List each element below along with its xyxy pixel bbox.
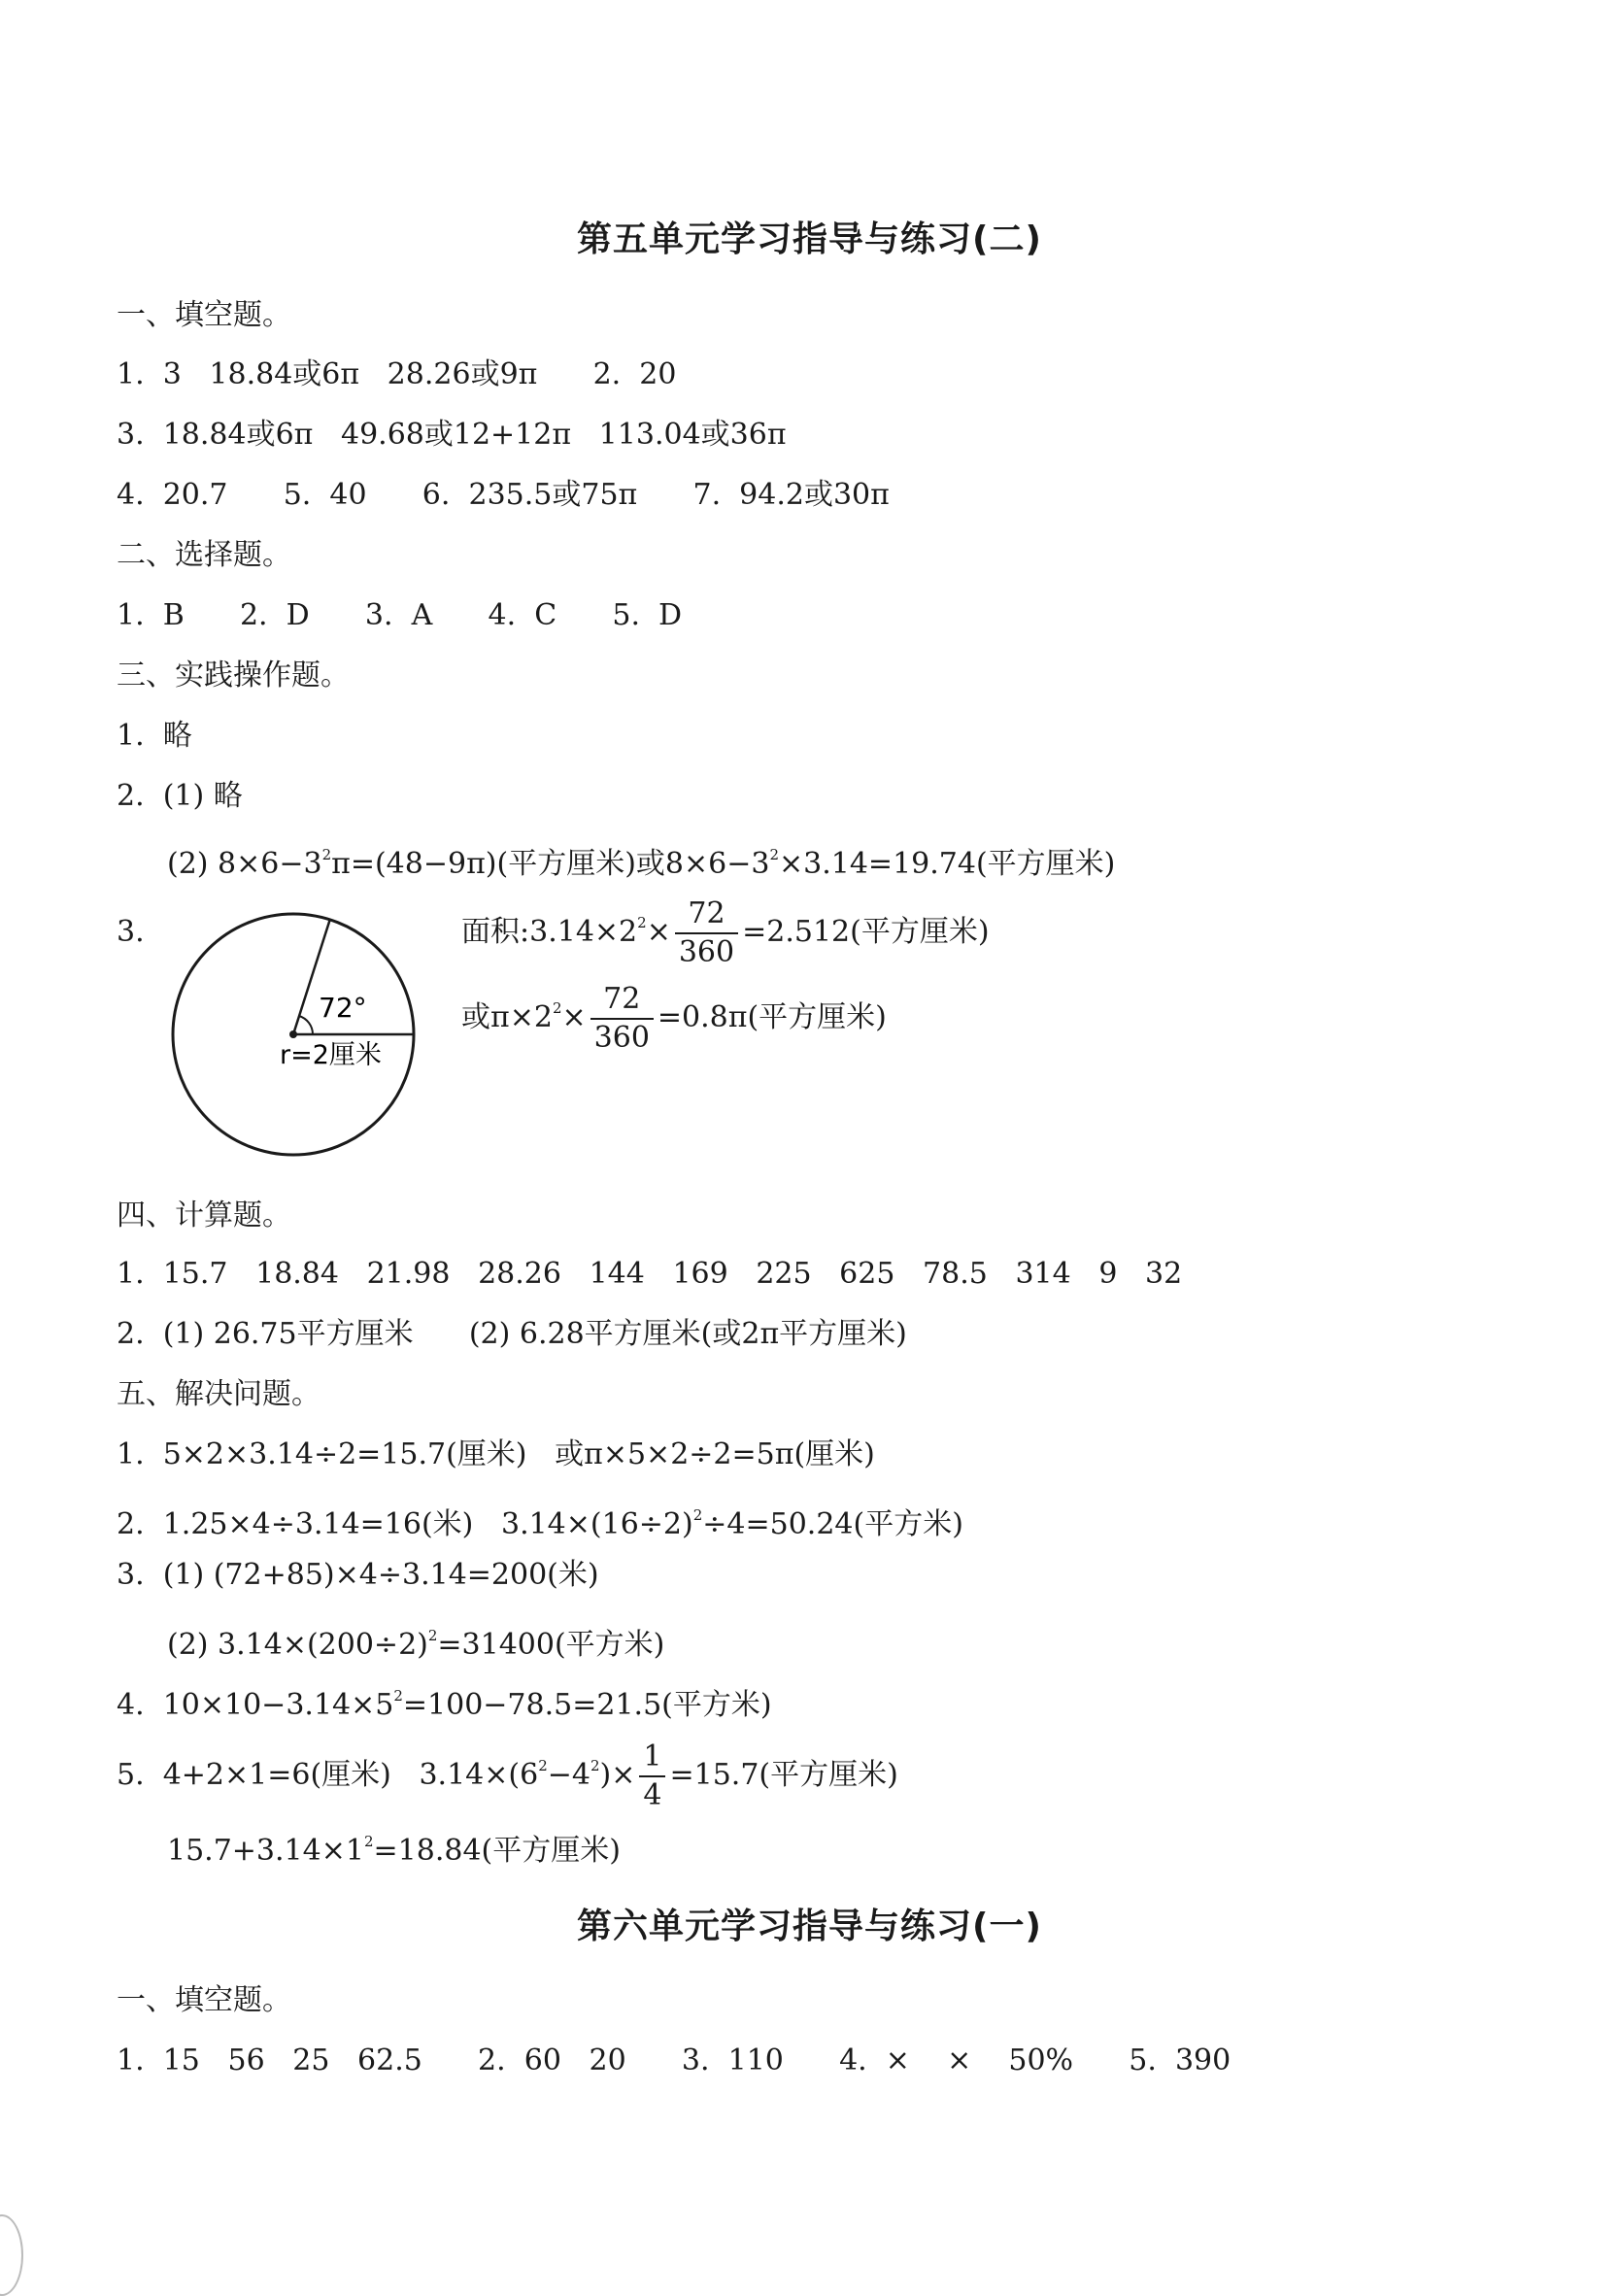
- answer-line: [117, 1676, 772, 1725]
- exponent: 2: [538, 1757, 548, 1774]
- angle-label: 72°: [319, 992, 367, 1024]
- answer-line: [167, 1822, 621, 1871]
- numerator: 72: [590, 981, 654, 1020]
- denominator: 360: [593, 1021, 650, 1055]
- answer-line: [117, 1496, 963, 1544]
- answer-line: 2. (1) 略: [117, 779, 243, 813]
- exponent: 2: [692, 1506, 703, 1524]
- sector-circle-diagram: [165, 908, 437, 1180]
- page-corner-mark: [0, 2214, 23, 2296]
- expr-part: 2. 1.25×4÷3.14=16(米) 3.14×(16÷2): [117, 1507, 693, 1541]
- answer-line: 4. 20.7 5. 40 6. 235.5或75π 7. 94.2或30π: [117, 478, 890, 512]
- exponent: 2: [321, 846, 332, 863]
- section-heading: 四、计算题。: [117, 1199, 291, 1232]
- expr-part: =0.8π(平方厘米): [657, 1000, 887, 1034]
- answer-line: [461, 981, 887, 1057]
- section-heading: 五、解决问题。: [117, 1377, 320, 1411]
- expr-part: 5. 4+2×1=6(厘米) 3.14×(6: [117, 1758, 539, 1792]
- fraction: [590, 981, 654, 1057]
- fraction: [675, 895, 738, 971]
- answer-line: 2. (1) 26.75平方厘米 (2) 6.28平方厘米(或2π平方厘米): [117, 1317, 907, 1351]
- section-heading: 三、实践操作题。: [117, 658, 350, 692]
- exponent: 2: [427, 1627, 438, 1644]
- expr-part: π=(48−9π)(平方厘米)或8×6−3: [331, 847, 770, 881]
- exponent: 2: [363, 1833, 374, 1850]
- answer-line: 1. B 2. D 3. A 4. C 5. D: [117, 598, 683, 632]
- expr-part: =2.512(平方厘米): [742, 915, 990, 949]
- expr-part: =31400(平方米): [437, 1628, 665, 1662]
- answer-line: 1. 3 18.84或6π 28.26或9π 2. 20: [117, 357, 677, 391]
- expr-part: =100−78.5=21.5(平方米): [402, 1688, 772, 1722]
- expr-part: (2) 8×6−3: [167, 847, 322, 881]
- section-heading: 二、选择题。: [117, 538, 291, 572]
- denominator: 360: [678, 935, 735, 969]
- expr-part: )×: [599, 1758, 636, 1792]
- answer-line: [167, 835, 1115, 884]
- center-point: [289, 1030, 297, 1038]
- radius-label: r=2厘米: [280, 1040, 382, 1070]
- answer-line: 3. (1) (72+85)×4÷3.14=200(米): [117, 1558, 599, 1592]
- answer-line: [167, 1616, 664, 1665]
- question-number: 3.: [117, 915, 145, 949]
- expr-part: ×: [646, 915, 671, 949]
- expr-part: 15.7+3.14×1: [167, 1834, 364, 1868]
- expr-part: (2) 3.14×(200÷2): [167, 1628, 428, 1662]
- expr-part: =18.84(平方厘米): [373, 1834, 621, 1868]
- exponent: 2: [552, 999, 562, 1017]
- exponent: 2: [590, 1757, 600, 1774]
- exponent: 2: [393, 1687, 403, 1705]
- answer-line: 1. 15 56 25 62.5 2. 60 20 3. 110 4. × × 50% 5. 390: [117, 2043, 1231, 2077]
- section-heading: 一、填空题。: [117, 1983, 291, 2017]
- fraction: [639, 1739, 665, 1814]
- expr-part: −4: [547, 1758, 590, 1792]
- unit5-title: 第五单元学习指导与练习(二): [577, 219, 1042, 259]
- denominator: 4: [643, 1778, 662, 1812]
- expr-part: ÷4=50.24(平方米): [702, 1507, 963, 1541]
- answer-line: 1. 5×2×3.14÷2=15.7(厘米) 或π×5×2÷2=5π(厘米): [117, 1437, 875, 1471]
- numerator: 1: [639, 1739, 665, 1777]
- expr-part: =15.7(平方厘米): [669, 1758, 898, 1792]
- section-heading: 一、填空题。: [117, 298, 291, 332]
- answer-line: 1. 略: [117, 719, 192, 753]
- unit6-title: 第六单元学习指导与练习(一): [577, 1907, 1042, 1946]
- angle-arc: [299, 1016, 313, 1034]
- expr-part: ×3.14=19.74(平方厘米): [779, 847, 1116, 881]
- numerator: 72: [675, 895, 738, 934]
- expr-part: 4. 10×10−3.14×5: [117, 1688, 394, 1722]
- expr-part: 面积:3.14×2: [461, 915, 638, 949]
- answer-line: 3. 18.84或6π 49.68或12+12π 113.04或36π: [117, 418, 787, 452]
- expr-part: ×: [561, 1000, 587, 1034]
- exponent: 2: [769, 846, 779, 863]
- answer-line: [461, 895, 990, 971]
- answer-line: [117, 1739, 898, 1814]
- exponent: 2: [637, 914, 647, 931]
- answer-line: 1. 15.7 18.84 21.98 28.26 144 169 225 625 78.5 314 9 32: [117, 1257, 1183, 1291]
- expr-part: 或π×2: [461, 1000, 553, 1034]
